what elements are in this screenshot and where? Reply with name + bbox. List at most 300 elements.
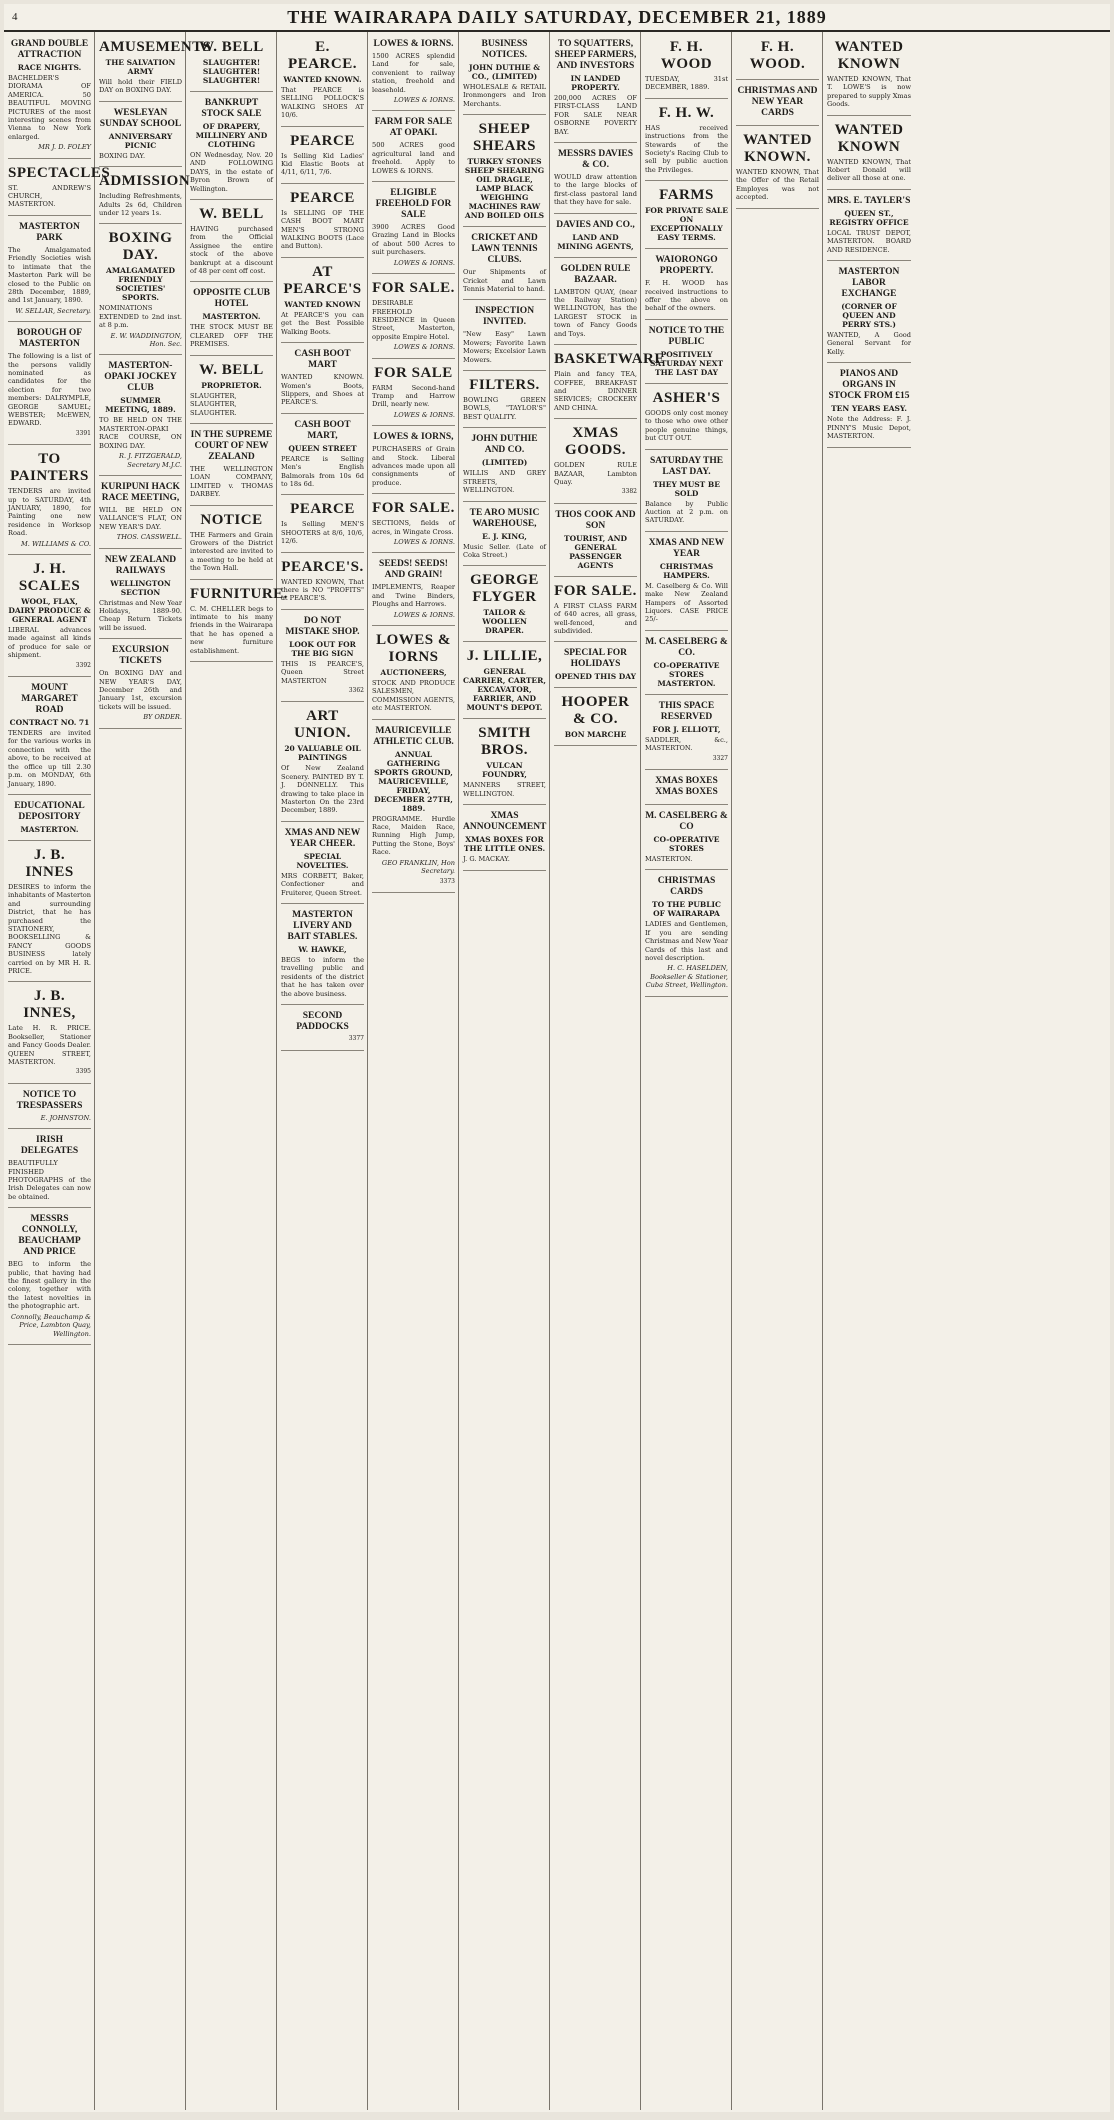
ad-body-text: Is Selling MEN'S SHOOTERS at 8/6, 10/6, 12/6. — [281, 520, 364, 546]
ad-body-text: 200,000 ACRES OF FIRST-CLASS LAND FOR SALE NEAR OSBORNE POVERTY BAY. — [554, 94, 637, 136]
ad-signature: THOS. CASSWELL. — [116, 533, 182, 542]
ad-heading: J. LILLIE, — [466, 648, 543, 665]
advertisement — [463, 644, 546, 719]
advertisement — [8, 843, 91, 982]
ad-body-text: M. Caselberg & Co. Will make New Zealand Hampers of Assorted Liquors. CASE PRICE 25/- — [645, 581, 728, 624]
ad-heading: MASTERTON-OPAKI JOCKEY CLUB — [104, 361, 177, 394]
advertisement — [827, 118, 911, 190]
advertisement — [372, 628, 455, 720]
advertisement — [645, 101, 728, 181]
advertisement — [827, 263, 911, 363]
advertisement — [463, 430, 546, 501]
ad-subheading: CO-OPERATIVE STORES — [653, 834, 720, 853]
ad-heading: FOR SALE. — [372, 500, 455, 517]
advertisement — [190, 202, 273, 282]
ad-body-text: WOULD draw attention to the large blocks of first-class pastoral land that they have for sale. — [554, 173, 637, 207]
ad-signature: LOWES & IORNS. — [393, 610, 455, 619]
column-9 — [732, 32, 823, 2110]
ad-heading: BUSINESS NOTICES. — [481, 39, 528, 60]
ad-subheading: THEY MUST BE SOLD — [653, 479, 720, 498]
advertisement — [281, 260, 364, 343]
ad-heading: CASH BOOT MART, — [294, 419, 351, 441]
ad-body-text: WANTED KNOWN, That the Offer of the Retail Employes was not accepted. — [736, 168, 819, 202]
ad-heading: ADMISSION — [99, 173, 191, 190]
ad-subheading: QUEEN ST., REGISTRY OFFICE — [829, 208, 909, 227]
advertisement — [463, 807, 546, 870]
ad-subheading: BON MARCHE — [564, 730, 627, 740]
ad-heading: W. BELL — [199, 206, 264, 223]
ad-body-text: A FIRST CLASS FARM of 640 acres, all grass, well-fenced, and subdivided. — [554, 601, 637, 635]
ad-subheading: SLAUGHTER! SLAUGHTER! SLAUGHTER! — [202, 58, 261, 85]
ad-heading: DAVIES AND CO., — [556, 219, 635, 230]
advertisement — [554, 644, 637, 688]
ad-subheading: GENERAL CARRIER, CARTER, EXCAVATOR, FARRIER, AND MOUNT'S DEPOT. — [463, 667, 546, 713]
ad-body-text: Is Selling Kid Ladies' Kid Elastic Boots at 4/11, 6/11, 7/6. — [281, 151, 364, 177]
ad-heading: WANTED KNOWN — [834, 39, 904, 72]
ad-body-text: LOCAL TRUST DEPOT, MASTERTON. BOARD AND RESIDENCE. — [827, 228, 911, 254]
ad-heading: INSPECTION INVITED. — [474, 306, 535, 328]
ad-heading: THIS SPACE RESERVED — [658, 700, 715, 722]
ad-body-text: 1500 ACRES splendid Land for sale, convenient to railway station, freehold and leasehold. — [372, 52, 455, 94]
ad-body-text: SLAUGHTER, SLAUGHTER, SLAUGHTER. — [190, 391, 237, 417]
ad-body-text: On BOXING DAY and NEW YEAR'S DAY, December 26th and January 1st, excursion tickets will be issued. — [99, 669, 182, 711]
advertisement — [554, 506, 637, 577]
ad-heading: F. H. W. — [658, 104, 715, 121]
ad-subheading: CO-OPERATIVE STORES MASTERTON. — [653, 660, 720, 688]
ad-heading: BASKETWARE — [554, 351, 665, 368]
ad-heading: XMAS AND NEW YEAR — [648, 537, 725, 559]
ad-body-text: THE WELLINGTON LOAN COMPANY, LIMITED v. THOMAS DARBEY. — [190, 464, 273, 499]
ad-heading: SECOND PADDOCKS — [296, 1011, 349, 1033]
advertisement — [281, 906, 364, 1005]
ad-subheading: AUCTIONEERS, — [380, 668, 447, 678]
ad-heading: WANTED KNOWN — [834, 121, 904, 155]
ad-heading: NEW ZEALAND RAILWAYS — [104, 554, 177, 576]
ad-body-text: WANTED KNOWN, That T. LOWE'S is now prepared to supply Xmas Goods. — [827, 75, 911, 109]
ad-heading: ASHER'S — [652, 389, 721, 406]
ad-signature: LOWES & IORNS. — [393, 96, 455, 105]
ad-heading: E. PEARCE. — [288, 39, 357, 72]
ad-body-text: TO BE HELD ON THE MASTERTON-OPAKI RACE COURSE, ON BOXING DAY. — [99, 416, 182, 450]
ad-subheading: MASTERTON. — [202, 312, 261, 322]
ad-signature: E. JOHNSTON. — [40, 1113, 91, 1122]
ad-body-text: ST. ANDREW'S CHURCH, MASTERTON. — [8, 183, 91, 209]
advertisement — [281, 497, 364, 552]
ad-heading: BOXING DAY. — [108, 230, 173, 264]
ad-heading: EDUCATIONAL DEPOSITORY — [14, 800, 85, 822]
ad-heading: M. CASELBERG & CO — [645, 810, 728, 832]
ad-heading: FURNITURE. — [190, 585, 288, 602]
ad-heading: LOWES & IORNS — [376, 632, 451, 666]
advertisement — [463, 721, 546, 805]
ad-heading: BANKRUPT STOCK SALE — [201, 98, 262, 119]
advertisement — [645, 633, 728, 695]
ad-body-text: Late H. R. PRICE. Bookseller, Stationer and Fancy Goods Dealer. QUEEN STREET, MASTERTON. — [8, 1024, 91, 1066]
ad-subheading: LAND AND MINING AGENTS, — [557, 232, 634, 251]
ad-signature: H. C. HASELDEN, Bookseller & Stationer, Cuba Street, Wellington. — [645, 964, 728, 990]
ad-heading: FILTERS. — [469, 377, 540, 394]
ad-heading: SATURDAY THE LAST DAY. — [649, 455, 724, 477]
advertisement — [281, 416, 364, 496]
advertisement — [190, 35, 273, 92]
ad-body-text: THIS IS PEARCE'S, Queen Street MASTERTON — [281, 659, 364, 685]
ad-signature: R. J. FITZGERALD, Secretary M.J.C. — [119, 452, 182, 469]
ad-body-text: J. G. MACKAY. — [463, 855, 510, 864]
advertisement — [372, 276, 455, 358]
ad-heading: FARM FOR SALE AT OPAKI. — [374, 117, 453, 139]
ad-subheading: SUMMER MEETING, 1889. — [105, 396, 176, 415]
advertisement — [8, 324, 91, 445]
advertisement — [645, 534, 728, 631]
ad-reference-number: 3395 — [75, 1068, 91, 1076]
ad-heading: MAURICEVILLE ATHLETIC CLUB. — [373, 725, 454, 747]
ad-heading: OPPOSITE CLUB HOTEL — [193, 288, 270, 310]
column-10 — [823, 32, 914, 2110]
advertisement — [827, 35, 911, 116]
ad-body-text: TENDERS are invited up to SATURDAY, 4th JANUARY, 1890, for Painting one new residence in Worksop Road. — [8, 487, 91, 538]
ad-body-text: WANTED KNOWN, That Robert Donald will deliver all those at one. — [827, 157, 911, 183]
ad-heading: MASTERTON LIVERY AND BAIT STABLES. — [287, 910, 358, 943]
ad-body-text: FARM Second-hand Tramp and Harrow Drill, nearly new. — [372, 383, 455, 409]
column-6 — [459, 32, 550, 2110]
ad-body-text: BEGS to inform the travelling public and residents of the district that he has taken over the above business. — [281, 956, 364, 998]
advertisement — [463, 568, 546, 642]
advertisement — [8, 679, 91, 795]
ad-body-text: DESIRES to inform the inhabitants of Masterton and surrounding District, that he has purchased the STATIONERY, BOOKSELLING & FANCY GOODS BUSINESS lately carried on by MR H. R. PRICE. — [8, 882, 91, 975]
advertisement — [281, 1007, 364, 1050]
ad-subheading: VULCAN FOUNDRY, — [482, 761, 527, 780]
ad-subheading: WOOL, FLAX, DAIRY PRODUCE & GENERAL AGENT — [8, 597, 91, 625]
ad-heading: BOROUGH OF MASTERTON — [16, 328, 83, 350]
advertisement — [372, 361, 455, 427]
ad-heading: GRAND DOUBLE ATTRACTION — [10, 39, 89, 60]
ad-heading: MESSRS DAVIES & CO. — [557, 149, 634, 171]
ad-heading: WAIORONGO PROPERTY. — [655, 255, 718, 277]
ad-subheading: ANNIVERSARY PICNIC — [108, 131, 173, 150]
ad-heading: PEARCE'S. — [281, 558, 364, 575]
ad-heading: TE ARO MUSIC WAREHOUSE, — [469, 507, 540, 529]
column-7 — [550, 32, 665, 2110]
advertisement — [8, 1086, 91, 1129]
ad-heading: FOR SALE. — [554, 582, 637, 599]
ad-heading: CHRISTMAS CARDS — [657, 876, 716, 898]
advertisement — [99, 169, 191, 224]
ad-subheading: JOHN DUTHIE & CO., (LIMITED) — [469, 63, 540, 81]
ad-heading: SEEDS! SEEDS! AND GRAIN! — [379, 559, 448, 581]
ad-body-text: WILLIS AND GREY STREETS, WELLINGTON. — [463, 469, 546, 495]
ad-subheading: SPECIAL NOVELTIES. — [296, 851, 349, 870]
ad-body-text: BEAUTIFULLY FINISHED PHOTOGRAPHS of the Irish Delegates can now be obtained. — [8, 1159, 91, 1201]
advertisement — [99, 35, 212, 102]
ad-body-text: NOMINATIONS EXTENDED to 2nd inst. at 8 p.m. — [99, 304, 182, 330]
advertisement — [645, 807, 728, 870]
ad-heading: THOS COOK AND SON — [555, 509, 636, 531]
ad-signature: LOWES & IORNS. — [393, 410, 455, 419]
ad-heading: F. H. WOOD — [660, 39, 713, 72]
ad-body-text: WANTED, A Good General Servant for Kelly. — [827, 331, 911, 356]
ad-subheading: FOR PRIVATE SALE ON EXCEPTIONALLY EASY TERMS. — [645, 206, 728, 243]
ad-subheading: 20 VALUABLE OIL PAINTINGS — [284, 744, 361, 763]
advertisement — [372, 496, 455, 553]
ad-subheading: POSITIVELY SATURDAY NEXT THE LAST DAY — [649, 349, 724, 377]
ad-reference-number: 3362 — [348, 687, 364, 694]
ad-heading: DO NOT MISTAKE SHOP. — [285, 615, 360, 637]
advertisement — [372, 722, 455, 893]
ad-signature: MR J. D. FOLEY — [38, 143, 91, 152]
ad-subheading: QUEEN STREET — [288, 443, 357, 453]
advertisement — [372, 113, 455, 182]
advertisement — [190, 426, 273, 506]
ad-body-text: GOLDEN RULE BAZAAR, Lambton Quay. — [554, 461, 637, 486]
ad-subheading: E. J. KING, — [482, 531, 527, 541]
advertisement — [554, 347, 665, 419]
ad-reference-number: 3327 — [712, 754, 728, 762]
ad-heading: JOHN DUTHIE AND CO. — [471, 434, 538, 456]
ad-heading: FOR SALE. — [372, 280, 455, 297]
advertisement — [645, 872, 728, 996]
ad-body-text: HAS received instructions from the Stewards of the Society's Racing Club to sell by public auction the Privileges. — [645, 123, 728, 174]
ad-signature: BY ORDER. — [143, 713, 182, 722]
ad-body-text: WANTED KNOWN, That there is NO "PROFITS" at PEARCE'S. — [281, 577, 364, 603]
ad-subheading: OF DRAPERY, MILLINERY AND CLOTHING — [195, 122, 268, 149]
ad-heading: NOTICE — [200, 511, 263, 528]
ad-heading: XMAS ANNOUNCEMENT — [463, 811, 547, 833]
page-number: 4 — [12, 11, 18, 23]
ad-body-text: BACHELDER'S DIORAMA OF AMERICA. 50 BEAUTIFUL MOVING PICTURES of the most interesting scenes from Vienna to New York enlarged. — [8, 74, 91, 141]
ad-body-text: F. H. WOOD has received instructions to offer the above on behalf of the owners. — [645, 279, 728, 313]
advertisement — [372, 428, 455, 494]
ad-body-text: PEARCE is Selling Men's English Balmorals from 10s 6d to 18s 6d. — [281, 454, 364, 488]
ad-subheading: MASTERTON. — [20, 824, 79, 834]
advertisement — [645, 452, 728, 532]
ad-heading: FARMS — [659, 187, 714, 204]
advertisement — [281, 129, 364, 184]
ad-heading: NOTICE TO THE PUBLIC — [648, 325, 725, 347]
advertisement — [99, 641, 182, 728]
ad-body-text: WILL BE HELD ON VALLANCE'S FLAT, ON NEW YEAR'S DAY. — [99, 505, 182, 531]
advertisement — [645, 322, 728, 384]
ad-subheading: RACE NIGHTS. — [17, 63, 82, 72]
ad-subheading: WANTED KNOWN — [284, 299, 361, 309]
ad-heading: XMAS BOXES XMAS BOXES — [655, 775, 718, 797]
advertisement — [8, 797, 91, 841]
ad-body-text: THE STOCK MUST BE CLEARED OFF THE PREMISES. — [190, 323, 273, 349]
ad-heading: XMAS AND NEW YEAR CHEER. — [284, 827, 361, 849]
ad-body-text: PROGRAMME. Hurdle Race, Maiden Race, Running High Jump, Putting the Stone, Boys' Race. — [372, 814, 455, 857]
ad-body-text: TUESDAY, 31st DECEMBER, 1889. — [645, 75, 728, 92]
columns — [4, 32, 1110, 2110]
advertisement — [463, 504, 546, 567]
advertisement — [8, 218, 91, 322]
ad-subheading: (CORNER OF QUEEN AND PERRY STS.) — [841, 302, 897, 330]
ad-signature: LOWES & IORNS. — [393, 343, 455, 352]
ad-heading: MASTERTON PARK — [19, 221, 80, 243]
advertisement — [281, 35, 364, 127]
ad-heading: LOWES & IORNS, — [373, 432, 454, 443]
ad-subheading: TOURIST, AND GENERAL PASSENGER AGENTS — [564, 533, 627, 570]
ad-heading: WESLEYAN SUNDAY SCHOOL — [99, 107, 182, 129]
advertisement — [554, 260, 637, 345]
advertisement — [645, 183, 728, 249]
advertisement — [281, 612, 364, 703]
ad-signature: W. SELLAR, Secretary. — [15, 306, 91, 315]
ad-subheading: CHRISTMAS HAMPERS. — [659, 561, 714, 580]
ad-body-text: SECTIONS, fields of acres, in Wingate Cross. — [372, 519, 455, 536]
advertisement — [372, 35, 455, 111]
advertisement — [554, 690, 637, 746]
advertisement — [190, 358, 273, 424]
advertisement — [554, 35, 637, 143]
ad-signature: LOWES & IORNS. — [393, 538, 455, 546]
advertisement — [281, 186, 364, 258]
column-5 — [368, 32, 459, 2110]
ad-body-text: Note the Address: F. J. PINNY'S Music Depot, MASTERTON. — [827, 415, 911, 441]
advertisement — [281, 555, 364, 610]
advertisement — [645, 697, 728, 770]
advertisement — [8, 447, 91, 555]
advertisement — [281, 824, 364, 904]
ad-body-text: 3900 ACRES Good Grazing Land in Blocks of about 500 Acres to suit purchasers. — [372, 223, 455, 257]
advertisement — [281, 345, 364, 414]
ad-heading: SPECIAL FOR HOLIDAYS — [563, 648, 628, 670]
ad-body-text: PURCHASERS of Grain and Stock. Liberal advances made upon all consignments of produce. — [372, 445, 455, 487]
ad-body-text: MRS CORBETT, Baker, Confectioner and Fruiterer, Queen Street. — [281, 871, 364, 897]
advertisement — [463, 35, 546, 115]
ad-body-text: C. M. CHELLER begs to intimate to his many friends in the Wairarapa that he has opened a new furniture establishment. — [190, 604, 273, 655]
ad-body-text: DESIRABLE FREEHOLD RESIDENCE in Queen Street, Masterton, opposite Empire Hotel. — [372, 299, 455, 341]
ad-body-text: BOWLING GREEN BOWLS, "TAYLOR'S" BEST QUALITY. — [463, 396, 546, 421]
ad-body-text: "New Easy" Lawn Mowers; Favorite Lawn Mowers; Excelsior Lawn Mowers. — [463, 330, 546, 364]
ad-heading: EXCURSION TICKETS — [111, 645, 169, 667]
ad-reference-number: 3373 — [439, 877, 455, 885]
ad-body-text: BEG to inform the public, that having had the finest gallery in the colony, together with the latest novelties in the photographic art. — [8, 1260, 91, 1311]
ad-subheading: LOOK OUT FOR THE BIG SIGN — [289, 639, 356, 658]
ad-subheading: PROPRIETOR. — [201, 380, 262, 390]
ad-body-text: MANNERS STREET, WELLINGTON. — [463, 781, 546, 798]
ad-body-text: WANTED KNOWN. Women's Boots, Slippers, and Shoes at PEARCE'S. — [281, 373, 364, 407]
ad-subheading: WELLINGTON SECTION — [110, 578, 171, 597]
ad-heading: MASTERTON LABOR EXCHANGE — [838, 267, 900, 300]
ad-heading: J. B. INNES — [25, 846, 74, 880]
ad-body-text: LIBERAL advances made against all kinds of produce for sale or shipment. — [8, 626, 91, 660]
ad-subheading: WANTED KNOWN. — [283, 75, 362, 84]
ad-heading: IN THE SUPREME COURT OF NEW ZEALAND — [190, 429, 273, 462]
advertisement — [554, 216, 637, 258]
ad-heading: MOUNT MARGARET ROAD — [21, 683, 78, 716]
advertisement — [190, 508, 273, 580]
ad-subheading: IN LANDED PROPERTY. — [570, 74, 621, 92]
ad-heading: MESSRS CONNOLLY, BEAUCHAMP AND PRICE — [18, 1214, 81, 1258]
ad-body-text: SADDLER, &c., MASTERTON. — [645, 735, 728, 753]
ad-heading: AT PEARCE'S — [283, 263, 362, 297]
ad-body-text: MASTERTON. — [645, 854, 693, 863]
ad-heading: W. BELL — [199, 361, 264, 378]
ad-heading: FOR SALE — [374, 364, 453, 381]
advertisement — [8, 161, 111, 216]
ad-signature: E. W. WADDINGTON, Hon. Sec. — [110, 331, 182, 349]
ad-signature: Connolly, Beauchamp & Price, Lambton Quay, Wellington. — [11, 1312, 91, 1338]
ad-body-text: IMPLEMENTS, Reaper and Twine Binders, Ploughs and Harrows. — [372, 583, 455, 609]
advertisement — [554, 421, 637, 504]
advertisement — [736, 35, 819, 80]
ad-body-text: At PEARCE'S you can get the Best Possible Walking Boots. — [281, 310, 364, 336]
ad-signature: LOWES & IORNS. — [393, 258, 455, 267]
ad-heading: SHEEP SHEARS — [472, 121, 537, 155]
ad-body-text: STOCK AND PRODUCE SALESMEN, COMMISSION AGENTS, etc MASTERTON. — [372, 679, 455, 713]
ad-subheading: AMALGAMATED FRIENDLY SOCIETIES' SPORTS. — [106, 266, 175, 303]
ad-reference-number: 3391 — [75, 429, 91, 437]
ad-heading: TO SQUATTERS, SHEEP FARMERS, AND INVESTORS — [554, 39, 637, 71]
ad-subheading: XMAS BOXES FOR THE LITTLE ONES. — [463, 835, 546, 854]
ad-heading: ART UNION. — [294, 708, 351, 742]
ad-heading: CRICKET AND LAWN TENNIS CLUBS. — [471, 233, 538, 266]
newspaper-title: THE WAIRARAPA DAILY SATURDAY, DECEMBER 21, 1889 — [287, 6, 827, 27]
ad-body-text: Of New Zealand Scenery. PAINTED BY T. J. DONNELLY. This drawing to take place in Masterton On the 23rd December, 1889. — [281, 764, 364, 815]
ad-heading: CASH BOOT MART — [294, 349, 351, 371]
ad-subheading: TURKEY STONES SHEEP SHEARING OIL DRAGLE, LAMP BLACK WEIGHING MACHINES RAW AND BOILED OILS — [464, 157, 545, 221]
ad-subheading: W. HAWKE, — [298, 945, 347, 955]
advertisement — [8, 35, 91, 159]
advertisement — [372, 184, 455, 274]
ad-body-text: ON Wednesday, Nov. 20 AND FOLLOWING DAYS, in the estate of Byron Brown of Wellington. — [190, 151, 273, 193]
advertisement — [554, 579, 637, 643]
advertisement — [463, 117, 546, 227]
ad-heading: CHRISTMAS AND NEW YEAR CARDS — [737, 86, 818, 118]
ad-signature: M. WILLIAMS & CO. — [21, 539, 91, 548]
ad-body-text: 500 ACRES good agricultural land and freehold. Apply to LOWES & IORNS. — [372, 141, 455, 175]
ad-body-text: Balance by Public Auction at 2 p.m. on SATURDAY. — [645, 499, 728, 525]
ad-heading: NOTICE TO TRESPASSERS — [16, 1089, 83, 1111]
ad-reference-number: 3377 — [348, 1035, 364, 1043]
ad-reference-number: 3392 — [75, 661, 91, 669]
ad-heading: WANTED KNOWN. — [743, 132, 812, 165]
column-2 — [95, 32, 212, 2110]
advertisement — [99, 551, 182, 640]
ad-heading: GEORGE FLYGER — [470, 572, 539, 606]
ad-reference-number: 3382 — [621, 488, 637, 496]
ad-body-text: HAVING purchased from the Official Assignee the entire stock of the above bankrupt at a discount of 48 per cent off cost. — [190, 225, 273, 276]
ad-heading: GOLDEN RULE BAZAAR. — [560, 263, 631, 285]
ad-heading: J. H. SCALES — [18, 561, 81, 595]
ad-subheading: OPENED THIS DAY — [554, 672, 637, 682]
newspaper-page — [4, 4, 1110, 2112]
ad-body-text: TENDERS are invited for the various works in connection with the above, to be received at the office up till 2.30 p.m. on MONDAY, 6th January, 1890. — [8, 729, 91, 788]
ad-subheading: (LIMITED) — [481, 458, 528, 468]
ad-heading: HOOPER & CO. — [561, 694, 630, 728]
ad-heading: PEARCE — [290, 189, 355, 206]
advertisement — [645, 251, 728, 320]
ad-heading: LOWES & IORNS. — [373, 39, 454, 49]
column-1 — [4, 32, 111, 2110]
ad-heading: KURIPUNI HACK RACE MEETING, — [101, 481, 180, 503]
ad-heading: PEARCE — [290, 132, 355, 149]
ad-heading: SPECTACLES — [8, 164, 111, 181]
advertisement — [99, 357, 182, 475]
ad-body-text: WHOLESALE & RETAIL Ironmongers and Iron Merchants. — [463, 83, 546, 108]
ad-body-text: GOODS only cost money to those who owe other people genuine things, but CUT OUT. — [645, 408, 728, 443]
column-4 — [277, 32, 368, 2110]
ad-subheading: TAILOR & WOOLLEN DRAPER. — [482, 608, 527, 636]
advertisement — [554, 145, 637, 214]
ad-heading: F. H. WOOD. — [749, 39, 806, 72]
ad-body-text: Christmas and New Year Holidays, 1889-90. Cheap Return Tickets will be issued. — [99, 598, 182, 632]
ad-subheading: TO THE PUBLIC OF WAIRARAPA — [652, 900, 721, 919]
column-3 — [186, 32, 288, 2110]
advertisement — [736, 128, 819, 209]
advertisement — [190, 582, 288, 662]
ad-heading: W. BELL — [199, 39, 264, 55]
advertisement — [99, 104, 182, 167]
